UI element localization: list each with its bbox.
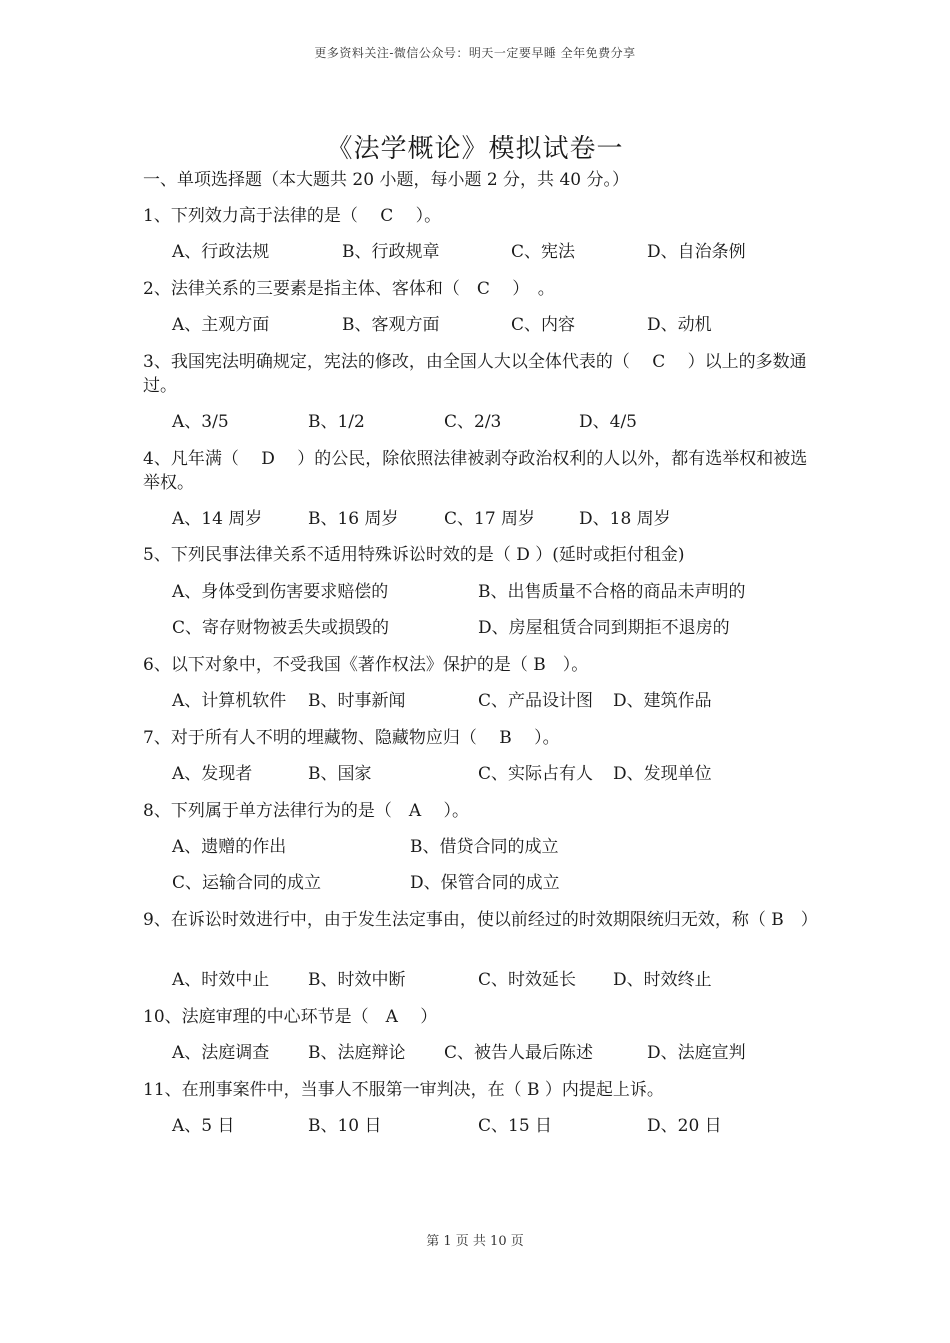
q2-option-a: A、主观方面	[172, 315, 270, 335]
q5-option-a: A、身体受到伤害要求赔偿的	[172, 582, 389, 602]
q4-option-b: B、16 周岁	[308, 509, 399, 529]
q2-option-b: B、客观方面	[342, 315, 440, 335]
q4-option-a: A、14 周岁	[172, 509, 263, 529]
question-4: 4、凡年满（ D ）的公民，除依照法律被剥夺政治权利的人以外，都有选举权和被选举权。	[143, 449, 808, 493]
q9-option-c: C、时效延长	[478, 970, 577, 990]
q6-option-b: B、时事新闻	[308, 691, 406, 711]
q6-option-a: A、计算机软件	[172, 691, 287, 711]
q9-option-d: D、时效终止	[613, 970, 712, 990]
q2-option-d: D、动机	[647, 315, 712, 335]
q10-option-a: A、法庭调查	[172, 1043, 270, 1063]
q8-option-c: C、运输合同的成立	[172, 873, 322, 893]
q11-option-d: D、20 日	[647, 1116, 722, 1136]
q8-option-b: B、借贷合同的成立	[410, 837, 559, 857]
q1-option-a: A、行政法规	[172, 242, 270, 262]
q2-option-c: C、内容	[511, 315, 576, 335]
q11-option-b: B、10 日	[308, 1116, 382, 1136]
q5-option-c: C、寄存财物被丢失或损毁的	[172, 618, 390, 638]
q8-option-a: A、遗赠的作出	[172, 837, 287, 857]
question-5: 5、下列民事法律关系不适用特殊诉讼时效的是（ D ）(延时或拒付租金)	[143, 545, 685, 565]
q11-option-c: C、15 日	[478, 1116, 553, 1136]
q1-option-d: D、自治条例	[647, 242, 746, 262]
q9-option-a: A、时效中止	[172, 970, 270, 990]
question-1: 1、下列效力高于法律的是（ C ）。	[143, 206, 442, 226]
question-3: 3、我国宪法明确规定，宪法的修改，由全国人大以全体代表的（ C ）以上的多数通过。	[143, 352, 807, 396]
q6-option-d: D、建筑作品	[613, 691, 712, 711]
q3-option-a: A、3/5	[172, 412, 229, 432]
q7-option-a: A、发现者	[172, 764, 253, 784]
q10-option-d: D、法庭宣判	[647, 1043, 746, 1063]
question-8: 8、下列属于单方法律行为的是（ A ）。	[143, 801, 469, 821]
exam-title: 《法学概论》模拟试卷一	[326, 134, 624, 164]
q1-option-c: C、宪法	[511, 242, 576, 262]
q9-option-b: B、时效中断	[308, 970, 406, 990]
q3-option-d: D、4/5	[579, 412, 637, 432]
section-heading: 一、单项选择题（本大题共 20 小题，每小题 2 分，共 40 分。）	[143, 170, 630, 190]
q10-option-c: C、被告人最后陈述	[444, 1043, 594, 1063]
q3-option-b: B、1/2	[308, 412, 365, 432]
q7-option-c: C、实际占有人	[478, 764, 594, 784]
q3-option-c: C、2/3	[444, 412, 502, 432]
question-11: 11、在刑事案件中，当事人不服第一审判决，在（ B ）内提起上诉。	[143, 1080, 664, 1100]
question-6: 6、以下对象中，不受我国《著作权法》保护的是（ B ）。	[143, 655, 589, 675]
q5-option-d: D、房屋租赁合同到期拒不退房的	[478, 618, 730, 638]
q5-option-b: B、出售质量不合格的商品未声明的	[478, 582, 746, 602]
q1-option-b: B、行政规章	[342, 242, 440, 262]
q4-option-d: D、18 周岁	[579, 509, 671, 529]
question-7: 7、对于所有人不明的埋藏物、隐藏物应归（ B ）。	[143, 728, 560, 748]
q6-option-c: C、产品设计图	[478, 691, 594, 711]
question-9: 9、在诉讼时效进行中，由于发生法定事由，使以前经过的时效期限统归无效，称（ B ）	[143, 910, 818, 930]
q4-option-c: C、17 周岁	[444, 509, 536, 529]
question-10: 10、法庭审理的中心环节是（ A ）	[143, 1007, 438, 1027]
q11-option-a: A、5 日	[172, 1116, 235, 1136]
q7-option-b: B、国家	[308, 764, 372, 784]
q10-option-b: B、法庭辩论	[308, 1043, 406, 1063]
q7-option-d: D、发现单位	[613, 764, 712, 784]
q8-option-d: D、保管合同的成立	[410, 873, 560, 893]
question-2: 2、法律关系的三要素是指主体、客体和（ C ） 。	[143, 279, 555, 299]
page-footer: 第 1 页 共 10 页	[426, 1234, 524, 1249]
promo-header: 更多资料关注-微信公众号：明天一定要早睡 全年免费分享	[314, 46, 636, 60]
